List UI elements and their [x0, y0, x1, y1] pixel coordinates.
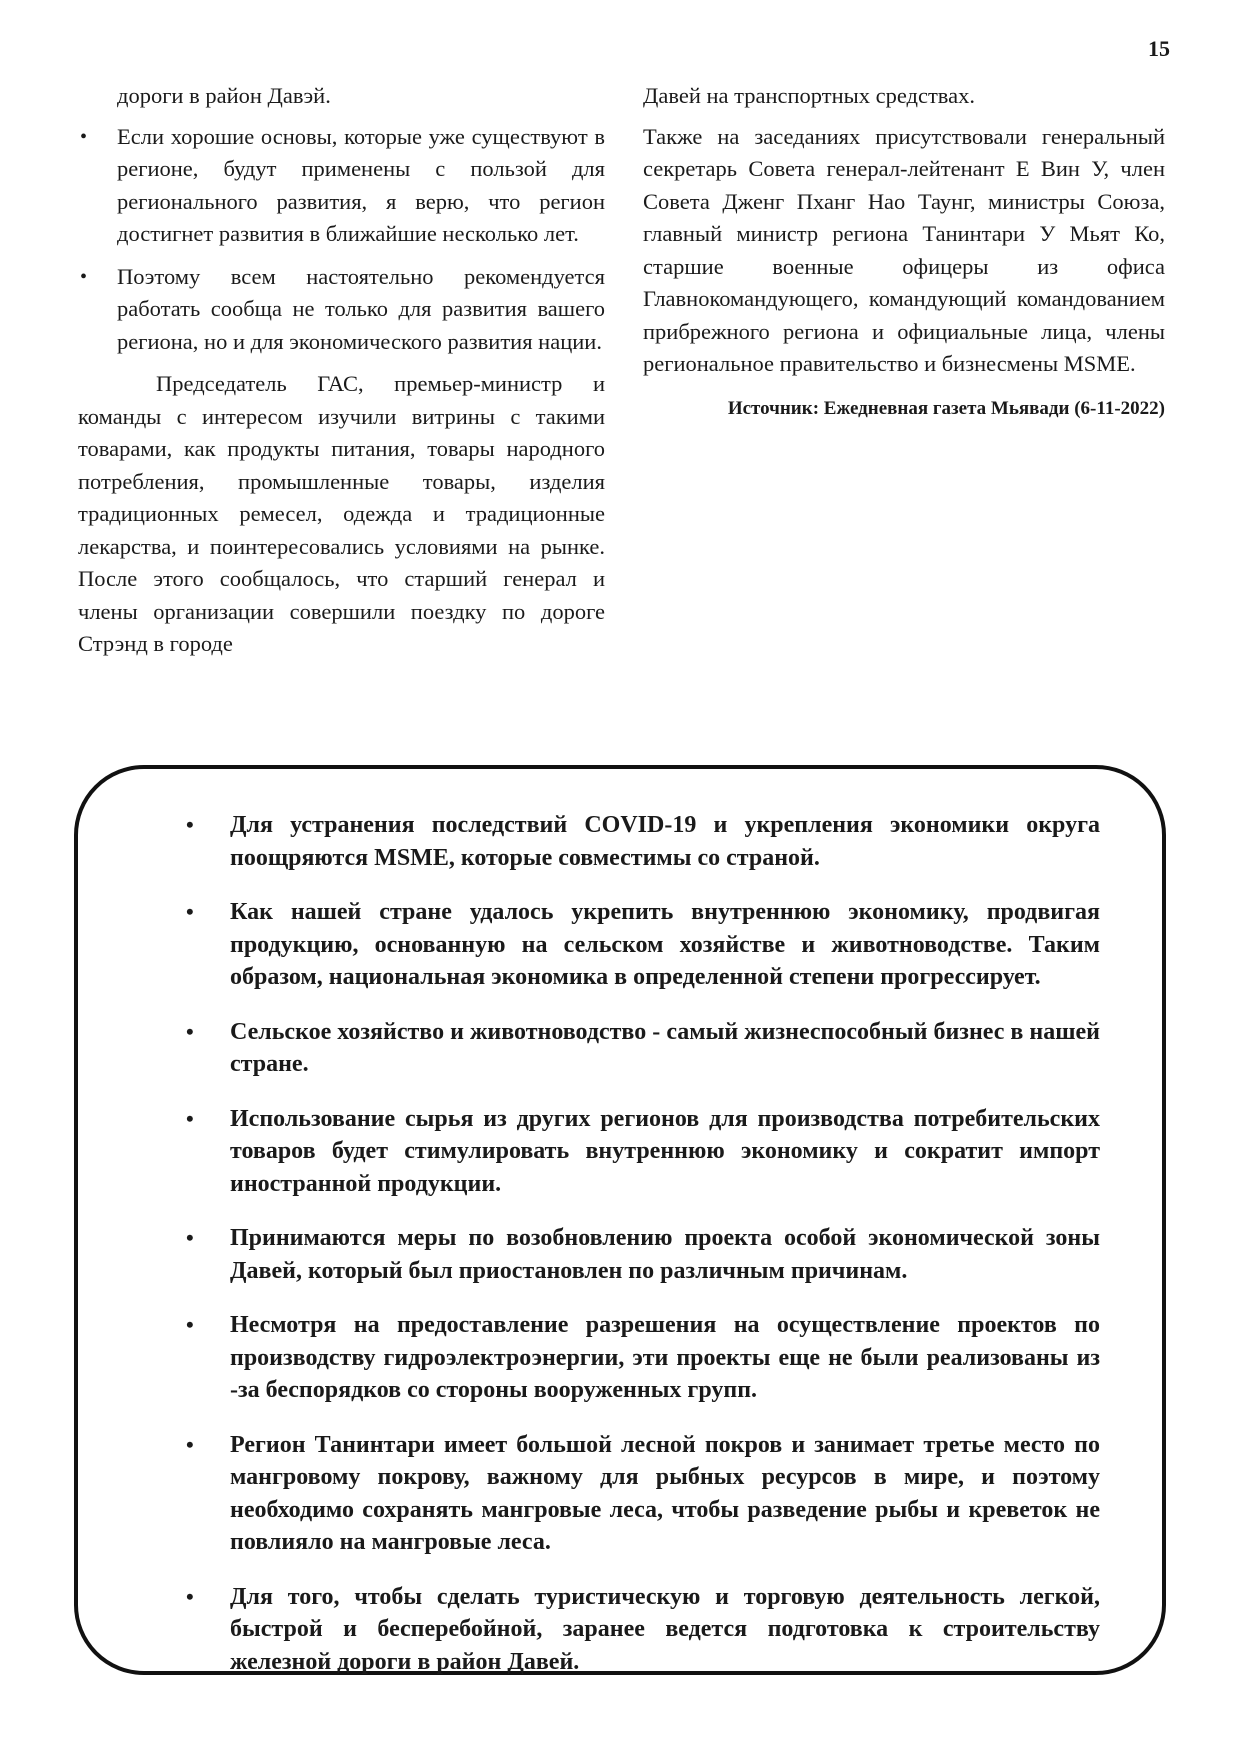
bullet-icon: •: [186, 1105, 194, 1131]
key-point-text: Сельское хозяйство и животноводство - самый жизнеспособный бизнес в нашей стране.: [230, 1018, 1100, 1077]
key-point: [150, 1016, 1100, 1081]
key-point-text: Как нашей стране удалось укрепить внутреннюю экономику, продвигая продукцию, основанную на сельском хозяйстве и животноводстве. Таким образом, национальная экономика в определенной степени прогрессирует.: [230, 899, 1100, 990]
key-point-text: Использование сырья из других регионов для производства потребительских товаров будет стимулировать внутреннюю экономику и сократит импорт иностранной продукции.: [230, 1105, 1100, 1197]
list-item: [78, 121, 605, 251]
key-point-text: Принимаются меры по возобновлению проекта особой экономической зоны Давей, который был приостановлен по различным причинам.: [230, 1225, 1100, 1284]
key-point-text: Для устранения последствий COVID-19 и укрепления экономики округа поощряются MSME, которые совместимы со страной.: [230, 812, 1100, 871]
list-item-text: Если хорошие основы, которые уже существуют в регионе, будут применены с пользой для регионального развития, я верю, что регион достигнет развития в ближайшие несколько лет.: [117, 123, 605, 246]
continued-text: дороги в район Давэй.: [117, 83, 331, 108]
key-point: [150, 809, 1100, 874]
bullet-icon: •: [186, 899, 194, 924]
body-paragraph: Также на заседаниях присутствовали генеральный секретарь Совета генерал-лейтенант Е Вин У, член Совета Дженг Пханг Нао Таунг, министры Союза, главный министр региона Танинтари У Мьят Ко, старшие военные офицеры из офиса Главнокомандующего, командующий командованием прибрежного региона и официальные лица, члены региональное правительство и бизнесмены MSME.: [643, 123, 1165, 376]
key-point: [150, 1103, 1100, 1201]
source-citation: Источник: Ежедневная газета Мьявади (6-11-2022): [727, 397, 1165, 419]
list-item: [78, 261, 605, 359]
bullet-list: [78, 121, 605, 359]
key-point-text: Для того, чтобы сделать туристическую и торговую деятельность легкой, быстрой и бесперебойной, заранее ведется подготовка к строительству железной дороги в район Давей.: [230, 1583, 1100, 1675]
bullet-icon: •: [186, 1018, 194, 1044]
bullet-icon: •: [186, 1312, 194, 1337]
key-point: [150, 1429, 1100, 1559]
continued-text: Давей на транспортных средствах.: [643, 83, 975, 108]
left-column: [78, 80, 605, 669]
body-paragraph: Председатель ГАС, премьер-министр и команды с интересом изучили витрины с такими товарами, как продукты питания, товары народного потребления, промышленные товары, изделия традиционных ремесел, одежда и традиционные лекарства, и поинтересовались условиями на рынке. После этого сообщалось, что старший генерал и члены организации совершили поездку по дороге Стрэнд в городе: [78, 371, 605, 656]
key-point-text: Регион Танинтари имеет большой лесной покров и занимает третье место по мангровому покрову, важному для рыбных ресурсов в мире, и поэтому необходимо сохранять мангровые леса, чтобы разведение рыбы и креветок не повлияло на мангровые леса.: [230, 1431, 1100, 1555]
bullet-icon: •: [186, 812, 194, 837]
key-point: [150, 896, 1100, 994]
key-points-box: [74, 765, 1166, 1675]
key-point: [150, 1222, 1100, 1287]
bullet-icon: •: [186, 1583, 194, 1609]
key-points-list: [150, 809, 1100, 1678]
key-point-text: Несмотря на предоставление разрешения на осуществление проектов по производству гидроэлектроэнергии, эти проекты еще не были реализованы из -за беспорядков со стороны вооруженных групп.: [230, 1312, 1100, 1403]
key-point: [150, 1581, 1100, 1679]
bullet-icon: •: [186, 1431, 194, 1457]
bullet-icon: •: [186, 1225, 194, 1250]
page-number: 15: [1148, 36, 1170, 61]
right-column: [643, 80, 1165, 425]
bullet-icon: •: [80, 265, 88, 288]
bullet-icon: •: [80, 125, 88, 148]
list-item-text: Поэтому всем настоятельно рекомендуется работать сообща не только для развития вашего региона, но и для экономического развития нации.: [117, 263, 605, 354]
key-point: [150, 1309, 1100, 1407]
